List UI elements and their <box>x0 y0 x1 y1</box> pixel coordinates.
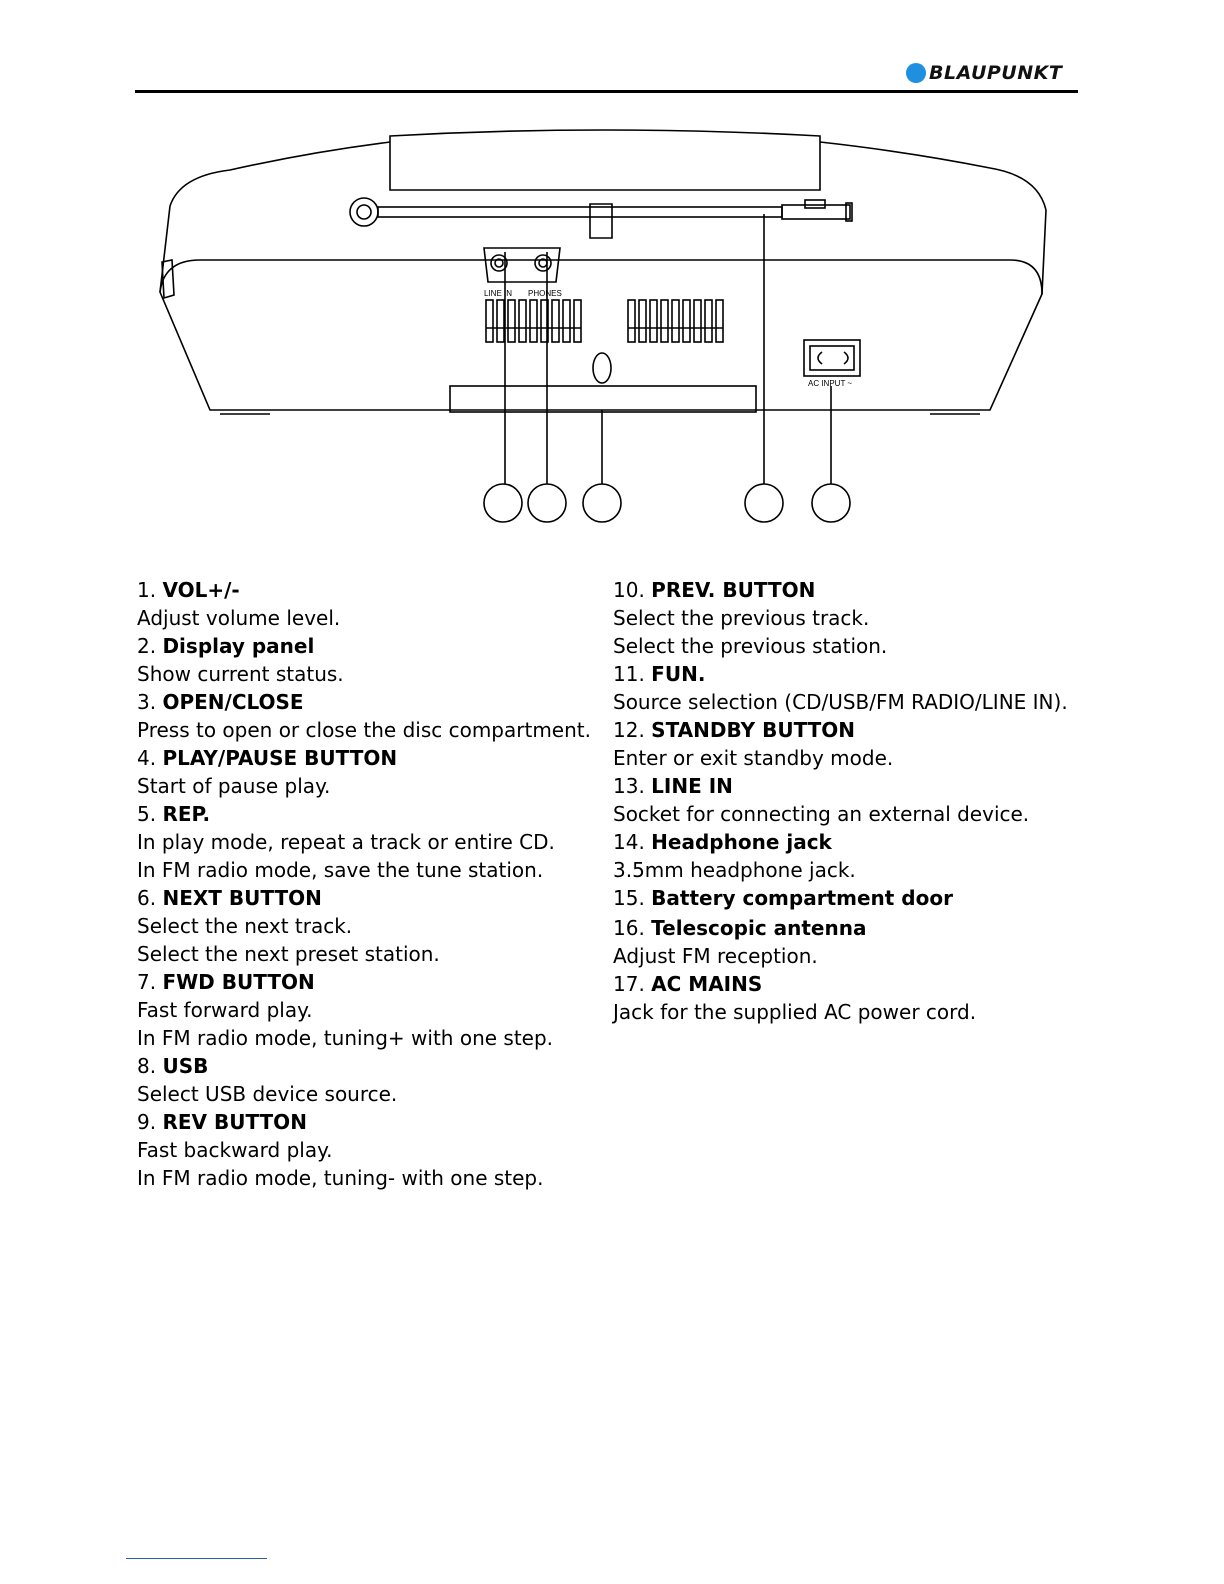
feature-title <box>613 576 1083 604</box>
feature-title <box>613 660 1083 688</box>
feature-name: PREV. BUTTON <box>651 578 816 602</box>
feature-item <box>613 970 1083 1026</box>
feature-number: 7. <box>137 970 157 994</box>
feature-description: Adjust volume level. <box>137 606 341 630</box>
feature-description: Select the next track. <box>137 914 353 938</box>
feature-title <box>613 884 1083 912</box>
feature-title <box>137 884 597 912</box>
feature-title <box>137 1108 597 1136</box>
feature-item <box>137 884 597 968</box>
feature-name: OPEN/CLOSE <box>162 690 304 714</box>
feature-name: REP. <box>162 802 211 826</box>
brand-dot-icon <box>906 63 926 83</box>
feature-item <box>613 660 1083 716</box>
vents-left <box>486 300 581 342</box>
line-in-label: LINE IN <box>484 289 513 298</box>
feature-name: FWD BUTTON <box>162 970 315 994</box>
feature-name: Battery compartment door <box>651 886 953 910</box>
feature-description: Fast backward play. <box>137 1138 333 1162</box>
feature-item <box>613 576 1083 660</box>
feature-name: STANDBY BUTTON <box>651 718 856 742</box>
feature-name: Telescopic antenna <box>651 916 867 940</box>
feature-description: Socket for connecting an external device. <box>613 802 1030 826</box>
feature-item <box>137 1052 597 1108</box>
feature-name: AC MAINS <box>651 972 763 996</box>
feature-item <box>137 744 597 800</box>
feature-number: 14. <box>613 830 645 854</box>
feature-item <box>613 716 1083 772</box>
feature-title <box>613 914 1083 942</box>
ac-input-label: AC INPUT ~ <box>808 379 853 388</box>
feature-description: Show current status. <box>137 662 344 686</box>
callout-circle-2 <box>528 484 566 522</box>
feature-name: FUN. <box>651 662 706 686</box>
feature-item <box>613 828 1083 884</box>
feature-item <box>137 968 597 1052</box>
feature-number: 1. <box>137 578 157 602</box>
feature-number: 2. <box>137 634 157 658</box>
feature-name: NEXT BUTTON <box>162 886 322 910</box>
feature-name: VOL+/- <box>162 578 240 602</box>
feature-description: In FM radio mode, tuning+ with one step. <box>137 1026 554 1050</box>
feature-item <box>613 914 1083 970</box>
device-rear-diagram <box>150 110 1060 540</box>
feature-number: 6. <box>137 886 157 910</box>
feature-item <box>613 884 1083 912</box>
feature-description: Enter or exit standby mode. <box>613 746 894 770</box>
feature-item <box>137 632 597 688</box>
left-item-list <box>137 576 597 1192</box>
phones-label: PHONES <box>528 289 562 298</box>
feature-number: 10. <box>613 578 645 602</box>
feature-description: Select the next preset station. <box>137 942 440 966</box>
feature-description: Jack for the supplied AC power cord. <box>613 1000 977 1024</box>
battery-door <box>450 386 756 412</box>
feature-number: 17. <box>613 972 645 996</box>
feature-description: In FM radio mode, save the tune station. <box>137 858 544 882</box>
feature-name: Display panel <box>162 634 315 658</box>
feature-number: 13. <box>613 774 645 798</box>
feature-description: Select the previous track. <box>613 606 870 630</box>
feature-title <box>137 576 597 604</box>
feature-item <box>137 800 597 884</box>
feature-number: 8. <box>137 1054 157 1078</box>
feature-item <box>137 688 597 744</box>
feature-number: 15. <box>613 886 645 910</box>
callout-circle-3 <box>583 484 621 522</box>
feature-description: Source selection (CD/USB/FM RADIO/LINE IN). <box>613 690 1068 714</box>
feature-description: Select the previous station. <box>613 634 888 658</box>
feature-item <box>137 576 597 632</box>
callout-circle-5 <box>812 484 850 522</box>
screw <box>593 353 611 383</box>
header-rule <box>135 90 1078 93</box>
feature-name: USB <box>162 1054 209 1078</box>
feature-description: Press to open or close the disc compartment. <box>137 718 591 742</box>
feature-description: Start of pause play. <box>137 774 331 798</box>
feature-title <box>613 772 1083 800</box>
feature-title <box>613 716 1083 744</box>
feature-name: PLAY/PAUSE BUTTON <box>162 746 398 770</box>
feature-name: LINE IN <box>651 774 733 798</box>
feature-title <box>137 800 597 828</box>
footnote-rule <box>126 1558 267 1559</box>
feature-description: Adjust FM reception. <box>613 944 818 968</box>
feature-number: 4. <box>137 746 157 770</box>
feature-title <box>137 688 597 716</box>
feature-title <box>613 970 1083 998</box>
feature-item <box>613 772 1083 828</box>
brand-logo <box>906 60 1062 86</box>
feature-title <box>137 1052 597 1080</box>
feature-number: 9. <box>137 1110 157 1134</box>
callout-circle-1 <box>484 484 522 522</box>
feature-description: Select USB device source. <box>137 1082 398 1106</box>
feature-title <box>137 968 597 996</box>
brand-name: BLAUPUNKT <box>929 62 1063 84</box>
feature-description: 3.5mm headphone jack. <box>613 858 856 882</box>
phones-jack <box>535 255 551 271</box>
feature-number: 11. <box>613 662 645 686</box>
antenna-rod <box>378 207 782 217</box>
feature-item <box>137 1108 597 1192</box>
feature-title <box>613 828 1083 856</box>
feature-number: 5. <box>137 802 157 826</box>
antenna-pivot <box>350 198 378 226</box>
feature-number: 3. <box>137 690 157 714</box>
feature-name: Headphone jack <box>651 830 832 854</box>
feature-title <box>137 744 597 772</box>
feature-name: REV BUTTON <box>162 1110 307 1134</box>
callout-circle-4 <box>745 484 783 522</box>
handle <box>390 130 820 190</box>
feature-description: Fast forward play. <box>137 998 313 1022</box>
body-outline <box>160 206 1046 410</box>
feature-description: In FM radio mode, tuning- with one step. <box>137 1166 544 1190</box>
feature-description: In play mode, repeat a track or entire CD. <box>137 830 555 854</box>
vents-right <box>628 300 723 342</box>
right-item-list <box>613 576 1083 1026</box>
device-rear-illustration <box>150 110 1060 540</box>
feature-title <box>137 632 597 660</box>
feature-number: 12. <box>613 718 645 742</box>
feature-number: 16. <box>613 916 645 940</box>
